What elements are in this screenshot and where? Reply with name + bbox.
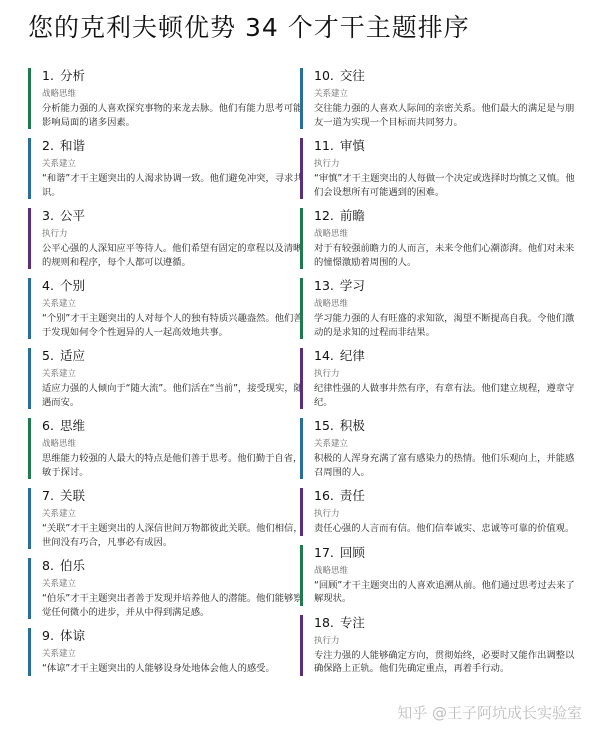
theme-name: 回顾 <box>339 544 365 560</box>
theme-title <box>314 68 575 84</box>
theme-name: 纪律 <box>339 348 365 363</box>
theme-name: 前瞻 <box>339 208 365 223</box>
theme-description: “和谐”才干主题突出的人渴求协调一致。他们避免冲突，寻求共识。 <box>42 173 303 198</box>
theme-category: 战略思维 <box>314 229 349 239</box>
theme-item <box>28 558 303 619</box>
theme-item <box>28 278 303 339</box>
theme-name: 体谅 <box>59 628 85 643</box>
theme-description: “回顾”才干主题突出的人喜欢追溯从前。他们通过思考过去来了解现状。 <box>314 579 575 604</box>
theme-item <box>28 418 303 479</box>
theme-description: 积极的人浑身充满了富有感染力的热情。他们乐观向上，并能感召周围的人。 <box>314 453 575 478</box>
page-title: 您的克利夫顿优势 34 个才干主题排序 <box>28 13 470 42</box>
theme-title <box>42 488 303 504</box>
theme-description: “伯乐”才干主题突出者善于发现并培养他人的潜能。他们能够察觉任何微小的进步，并从中得到满足感。 <box>42 593 303 618</box>
theme-category: 关系建立 <box>42 299 77 309</box>
theme-title <box>42 348 303 364</box>
theme-item <box>28 628 303 676</box>
theme-category: 战略思维 <box>42 439 77 449</box>
theme-item <box>300 418 575 479</box>
theme-rank: 3. <box>42 208 54 223</box>
theme-rank: 8. <box>42 558 54 573</box>
theme-rank: 4. <box>42 278 54 293</box>
theme-name: 关联 <box>59 488 85 503</box>
theme-name: 分析 <box>59 68 85 83</box>
theme-description: 纪律性强的人做事井然有序，有章有法。他们建立规程，遵章守纪。 <box>314 383 575 408</box>
theme-category: 关系建立 <box>42 649 77 659</box>
theme-title <box>42 418 303 434</box>
theme-title <box>314 208 575 224</box>
theme-rank: 18. <box>314 614 334 630</box>
theme-item <box>300 68 575 129</box>
theme-description: 专注力强的人能够确定方向，贯彻始终，必要时又能作出调整以确保路上正轨。他们先确定重点，再着手行动。 <box>314 649 575 674</box>
theme-rank: 14. <box>314 348 334 363</box>
theme-category: 战略思维 <box>42 89 77 99</box>
theme-item <box>300 208 575 269</box>
theme-category: 关系建立 <box>42 579 77 589</box>
theme-title <box>314 488 575 504</box>
theme-name: 交往 <box>339 68 365 83</box>
theme-category: 执行力 <box>314 369 340 379</box>
theme-item <box>28 488 303 549</box>
left-column <box>28 68 303 685</box>
theme-name: 思维 <box>59 418 85 433</box>
watermark: 知乎 @王子阿坑成长实验室 <box>397 704 582 722</box>
theme-item <box>300 138 575 199</box>
theme-name: 个别 <box>59 278 85 293</box>
theme-rank: 17. <box>314 544 334 560</box>
theme-name: 责任 <box>339 488 365 503</box>
theme-rank: 1. <box>42 68 54 83</box>
theme-rank: 9. <box>42 628 54 643</box>
theme-description: 分析能力强的人喜欢探究事物的来龙去脉。他们有能力思考可能影响局面的诸多因素。 <box>42 103 303 128</box>
theme-category: 执行力 <box>314 159 340 169</box>
theme-name: 伯乐 <box>59 558 85 573</box>
theme-description: 对于有较强前瞻力的人而言，未来令他们心潮澎湃。他们对未来的憧憬激励着周围的人。 <box>314 243 575 268</box>
theme-name: 专注 <box>339 614 365 630</box>
theme-description: “个别”才干主题突出的人对每个人的独有特质兴趣盎然。他们善于发现如何令个性迥异的人一起高效地共事。 <box>42 313 303 338</box>
theme-rank: 16. <box>314 488 334 503</box>
theme-item <box>300 348 575 409</box>
theme-description: “审慎”才干主题突出的人每做一个决定或选择时均慎之又慎。他们会设想所有可能遇到的困难。 <box>314 173 575 198</box>
theme-title <box>314 545 575 561</box>
theme-title <box>314 348 575 364</box>
theme-rank: 10. <box>314 68 334 83</box>
theme-title <box>42 138 303 154</box>
theme-item <box>300 545 575 606</box>
theme-title <box>314 138 575 154</box>
theme-title <box>42 208 303 224</box>
theme-category: 执行力 <box>314 635 340 646</box>
theme-category: 执行力 <box>314 509 340 519</box>
theme-category: 关系建立 <box>314 89 349 99</box>
theme-rank: 13. <box>314 278 334 293</box>
theme-rank: 15. <box>314 418 334 433</box>
theme-title <box>42 628 303 644</box>
theme-title <box>42 558 303 574</box>
theme-name: 学习 <box>339 278 365 293</box>
theme-description: 学习能力强的人有旺盛的求知欲，渴望不断提高自我。令他们激动的是求知的过程而非结果。 <box>314 313 575 338</box>
theme-description: “关联”才干主题突出的人深信世间万物都彼此关联。他们相信，世间没有巧合，凡事必有成因。 <box>42 523 303 548</box>
theme-category: 执行力 <box>42 229 68 239</box>
theme-description: 适应力强的人倾向于“随大流”。他们活在“当前”，接受现实，随遇而安。 <box>42 383 303 408</box>
theme-name: 适应 <box>59 348 85 363</box>
theme-item <box>28 68 303 129</box>
theme-category: 关系建立 <box>314 439 349 449</box>
theme-description: 公平心强的人深知应平等待人。他们希望有固定的章程以及清晰的规则和程序，每个人都可以遵循。 <box>42 243 303 268</box>
theme-rank: 2. <box>42 138 54 153</box>
theme-name: 审慎 <box>339 138 365 153</box>
theme-rank: 5. <box>42 348 54 363</box>
theme-rank: 12. <box>314 208 334 223</box>
theme-category: 关系建立 <box>42 159 77 169</box>
theme-item <box>300 488 575 536</box>
theme-item <box>28 348 303 409</box>
theme-item <box>300 615 575 676</box>
theme-rank: 6. <box>42 418 54 433</box>
theme-title <box>314 615 575 631</box>
theme-title <box>314 278 575 294</box>
theme-category: 战略思维 <box>314 299 349 309</box>
theme-category: 关系建立 <box>42 509 77 519</box>
theme-name: 和谐 <box>59 138 85 153</box>
theme-description: 交往能力强的人喜欢人际间的亲密关系。他们最大的满足是与朋友一道为实现一个目标而共同努力。 <box>314 103 575 128</box>
theme-description: 思维能力较强的人最大的特点是他们善于思考。他们勤于自省，敏于探讨。 <box>42 453 303 478</box>
theme-item <box>28 138 303 199</box>
theme-description: “体谅”才干主题突出的人能够设身处地体会他人的感受。 <box>42 663 275 674</box>
theme-description: 责任心强的人言而有信。他们信奉诚实、忠诚等可靠的价值观。 <box>314 523 575 534</box>
theme-rank: 11. <box>314 138 334 153</box>
theme-title <box>42 278 303 294</box>
theme-name: 公平 <box>59 208 85 223</box>
theme-category: 关系建立 <box>42 369 77 379</box>
right-column <box>300 68 575 685</box>
theme-category: 战略思维 <box>314 565 349 576</box>
theme-item <box>28 208 303 269</box>
theme-title <box>42 68 303 84</box>
theme-rank: 7. <box>42 488 54 503</box>
theme-item <box>300 278 575 339</box>
theme-title <box>314 418 575 434</box>
theme-name: 积极 <box>339 418 365 433</box>
